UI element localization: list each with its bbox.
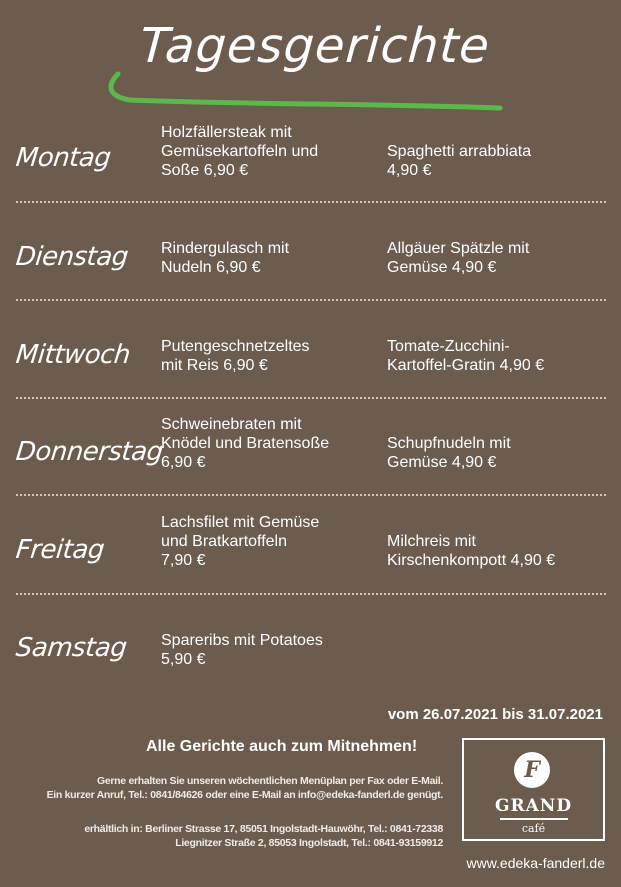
dish-line: Milchreis mit bbox=[387, 533, 476, 550]
dish-line: 5,90 € bbox=[161, 651, 206, 668]
dish-line: Schupfnudeln mit bbox=[387, 435, 511, 452]
dotted-divider bbox=[16, 494, 606, 496]
dish-line: Schweinebraten mit bbox=[161, 416, 302, 433]
dish-line: Nudeln 6,90 € bbox=[161, 259, 261, 276]
main-dish bbox=[161, 513, 371, 570]
logo-divider bbox=[500, 818, 568, 820]
grand-cafe-logo bbox=[462, 738, 605, 841]
dish-line: Gemüsekartoffeln und bbox=[161, 143, 319, 160]
dish-line: Soße 6,90 € bbox=[161, 162, 249, 179]
dish-line: Allgäuer Spätzle mit bbox=[387, 240, 530, 257]
dish-line: 4,90 € bbox=[387, 162, 432, 179]
main-dish bbox=[161, 123, 371, 180]
dish-line: Gemüse 4,90 € bbox=[387, 454, 497, 471]
website-link[interactable]: www.edeka-fanderl.de bbox=[466, 855, 605, 871]
header bbox=[0, 0, 621, 120]
page-title: Tagesgerichte bbox=[138, 18, 492, 74]
day-label: Dienstag bbox=[14, 242, 130, 272]
logo-subtitle: café bbox=[521, 822, 546, 835]
dish-line: Gemüse 4,90 € bbox=[387, 259, 497, 276]
dish-line: und Bratkartoffeln bbox=[161, 533, 288, 550]
alt-dish bbox=[387, 142, 607, 180]
dish-line: mit Reis 6,90 € bbox=[161, 357, 268, 374]
main-dish bbox=[161, 631, 371, 669]
dish-line: Kartoffel-Gratin 4,90 € bbox=[387, 357, 545, 374]
day-label: Donnerstag bbox=[14, 437, 165, 467]
day-label: Samstag bbox=[14, 633, 129, 663]
dotted-divider bbox=[16, 397, 606, 399]
main-dish bbox=[161, 239, 371, 277]
dish-line: Knödel und Bratensoße bbox=[161, 435, 330, 452]
main-dish bbox=[161, 415, 371, 472]
day-label: Mittwoch bbox=[14, 340, 132, 370]
dish-line: Rindergulasch mit bbox=[161, 240, 290, 257]
address-line: erhältlich in: Berliner Strasse 17, 85051 Ingolstadt-Hauwöhr, Tel.: 0841-72338 bbox=[84, 823, 443, 835]
alt-dish bbox=[387, 337, 607, 375]
address-line: Liegnitzer Straße 2, 85053 Ingolstadt, Tel.: 0841-93159912 bbox=[175, 837, 443, 849]
dish-line: Putengeschnetzeltes bbox=[161, 338, 310, 355]
day-label: Freitag bbox=[14, 535, 106, 565]
day-label: Montag bbox=[14, 143, 113, 173]
info-line: Ein kurzer Anruf, Tel.: 0841/84626 oder eine E-Mail an info@edeka-fanderl.de genügt. bbox=[46, 789, 443, 801]
dish-line: Spaghetti arrabbiata bbox=[387, 143, 532, 160]
address-info bbox=[84, 822, 443, 850]
info-line: Gerne erhalten Sie unseren wöchentlichen Menüplan per Fax oder E-Mail. bbox=[96, 775, 443, 787]
dotted-divider bbox=[16, 201, 606, 203]
dotted-divider bbox=[16, 593, 606, 595]
dish-line: Holzfällersteak mit bbox=[161, 124, 292, 141]
dish-line: Spareribs mit Potatoes bbox=[161, 632, 323, 649]
logo-name: GRAND bbox=[494, 796, 573, 816]
green-swoosh bbox=[100, 70, 520, 115]
alt-dish bbox=[387, 532, 607, 570]
dish-line: Kirschenkompott 4,90 € bbox=[387, 552, 556, 569]
takeaway-note: Alle Gerichte auch zum Mitnehmen! bbox=[146, 738, 418, 755]
main-dish bbox=[161, 337, 371, 375]
dish-line: Lachsfilet mit Gemüse bbox=[161, 514, 320, 531]
alt-dish bbox=[387, 434, 607, 472]
logo-f-icon: F bbox=[514, 752, 550, 788]
dish-line: 7,90 € bbox=[161, 552, 206, 569]
dish-line: Tomate-Zucchini- bbox=[387, 338, 510, 355]
contact-info bbox=[47, 774, 443, 802]
date-range: vom 26.07.2021 bis 31.07.2021 bbox=[387, 706, 603, 723]
dish-line: 6,90 € bbox=[161, 454, 206, 471]
dotted-divider bbox=[16, 299, 606, 301]
alt-dish bbox=[387, 239, 607, 277]
